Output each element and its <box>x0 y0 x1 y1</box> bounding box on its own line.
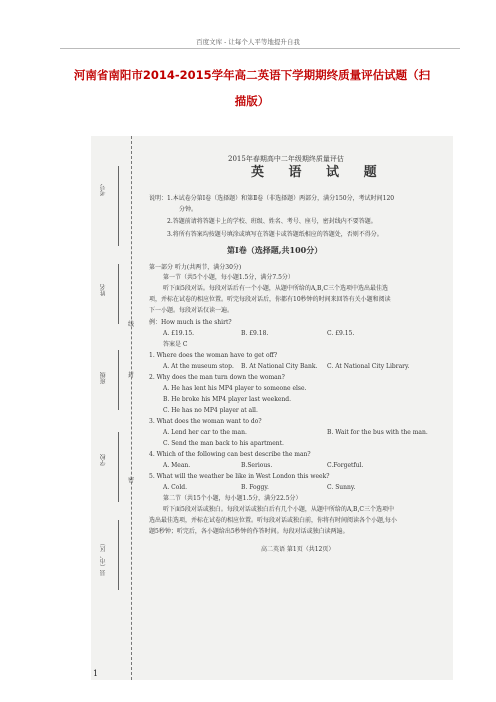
q3-option-b: B. Wait for the bus with the man. <box>327 429 428 436</box>
example-option-b: B. £9.18. <box>241 330 269 337</box>
q1-option-c: C. At National City Library. <box>327 363 410 370</box>
section-2-instruction-3: 题5秒钟；听完后，各小题给出5秒钟的作答时间。每段对话或独白读两遍。 <box>149 528 349 535</box>
exam-note-2: 2.答题前请将答题卡上的学校、班级、姓名、考号、座号，密封线内不要答题。 <box>167 218 377 225</box>
binding-label-school: 学校 <box>100 454 107 466</box>
section-2-instruction-1: 听下面5段对话或独白。每段对话或独白后有几个小题，从题中所给的A,B,C三个选项中 <box>163 506 394 513</box>
document-title-line-1: 河南省南阳市2014-2015学年高二英语下学期期终质量评估试题（扫 <box>73 68 431 82</box>
q2-option-b: B. He broke his MP4 player last weekend. <box>163 396 291 403</box>
q1-option-b: B. At National City Bank. <box>241 363 318 370</box>
binding-label-name: 姓名 <box>100 284 107 296</box>
binding-line-1 <box>118 166 119 246</box>
question-2: 2. Why does the man turn down the woman? <box>149 374 285 381</box>
binding-label-county: 县（市、区） <box>100 540 107 576</box>
exam-note-3: 3.将所有答案均按题号填涂或填写在答题卡或答题纸相应的答题处，否则不得分。 <box>167 231 383 238</box>
exam-note-1: 说明：1.本试卷分第Ⅰ卷（选择题）和第Ⅱ卷（非选择题）两部分，满分150分，考试时间120 <box>149 195 395 202</box>
q2-option-a: A. He has lent his MP4 player to someone else. <box>163 385 307 392</box>
scanned-exam-page <box>91 136 453 680</box>
binding-label-class: 班级 <box>100 372 107 384</box>
section-1-instruction-3: 下一小题。每段对话仅读一遍。 <box>149 307 234 314</box>
example-question: 例：How much is the shirt? <box>149 319 232 326</box>
binding-margin <box>91 136 151 680</box>
binding-marker-secret: 密 <box>128 477 135 484</box>
document-header: 百度文库 - 让每个人平等地提升自我 <box>196 38 300 46</box>
section-2-title: 第二节（共15个小题，每小题1.5分，满分22.5分） <box>163 495 302 502</box>
q4-option-a: A. Mean. <box>163 462 191 469</box>
q3-option-c: C. Send the man back to his apartment. <box>163 440 284 447</box>
q5-option-a: A. Cold. <box>163 484 188 491</box>
q4-option-b: B.Serious. <box>241 462 273 469</box>
q2-option-c: C. He has no MP4 player at all. <box>163 407 258 414</box>
binding-line-2 <box>118 264 119 324</box>
question-3: 3. What does the woman want to do? <box>149 418 262 425</box>
section-1-title: 第一节（共5个小题，每小题1.5分，满分7.5分） <box>163 274 294 281</box>
page-number: 1 <box>93 669 99 678</box>
binding-label-exam-number: 考号 <box>100 184 107 196</box>
section-1-instruction-2: 项，并标在试卷的相应位置。听完每段对话后，你都有10秒钟的时间来回答有关小题和阅读 <box>149 296 391 303</box>
q5-option-c: C. Sunny. <box>327 484 356 491</box>
exam-content <box>149 136 453 680</box>
binding-marker-seal: 封 <box>128 372 135 379</box>
q1-option-a: A. At the museum stop. <box>163 363 234 370</box>
part-1-title: 第Ⅰ卷（选择题,共100分） <box>227 245 323 255</box>
binding-line-3 <box>118 350 119 410</box>
exam-note-1-cont: 分钟。 <box>179 206 198 213</box>
document-title-line-2: 描版） <box>234 94 270 108</box>
q5-option-b: B. Foggy. <box>241 484 269 491</box>
header-divider <box>60 48 460 49</box>
section-2-instruction-2: 选出最佳选项，并标在试卷的相应位置。听每段对话或独白前，你将有时间阅读各个小题,每小 <box>149 517 397 524</box>
question-1: 1. Where does the woman have to get off? <box>149 352 278 359</box>
binding-line-5 <box>118 520 119 590</box>
question-4: 4. Which of the following can best describe the man? <box>149 451 311 458</box>
q4-option-c: C.Forgetful. <box>327 462 364 469</box>
listening-part-title: 第一部分 听力(共两节，满分30分) <box>149 264 242 271</box>
exam-heading: 2015年春期高中二年级期终质量评估 <box>228 155 344 163</box>
question-5: 5. What will the weather be like in West London this week? <box>149 473 330 480</box>
example-option-c: C. £9.15. <box>327 330 355 337</box>
q3-option-a: A. Lend her car to the man. <box>163 429 247 436</box>
example-answer: 答案是 C <box>163 341 188 348</box>
exam-page-footer: 高二英语 第1页（共12页） <box>261 546 335 553</box>
example-option-a: A. £19.15. <box>163 330 195 337</box>
section-1-instruction-1: 听下面5段对话。每段对话后有一个小题，从题中所给的A,B,C三个选项中选出最佳选 <box>163 285 388 292</box>
binding-line-4 <box>118 432 119 502</box>
binding-dashed-line <box>131 136 132 680</box>
binding-marker-line: 线 <box>128 321 135 328</box>
exam-subject-title: 英 语 试 题 <box>251 165 387 180</box>
